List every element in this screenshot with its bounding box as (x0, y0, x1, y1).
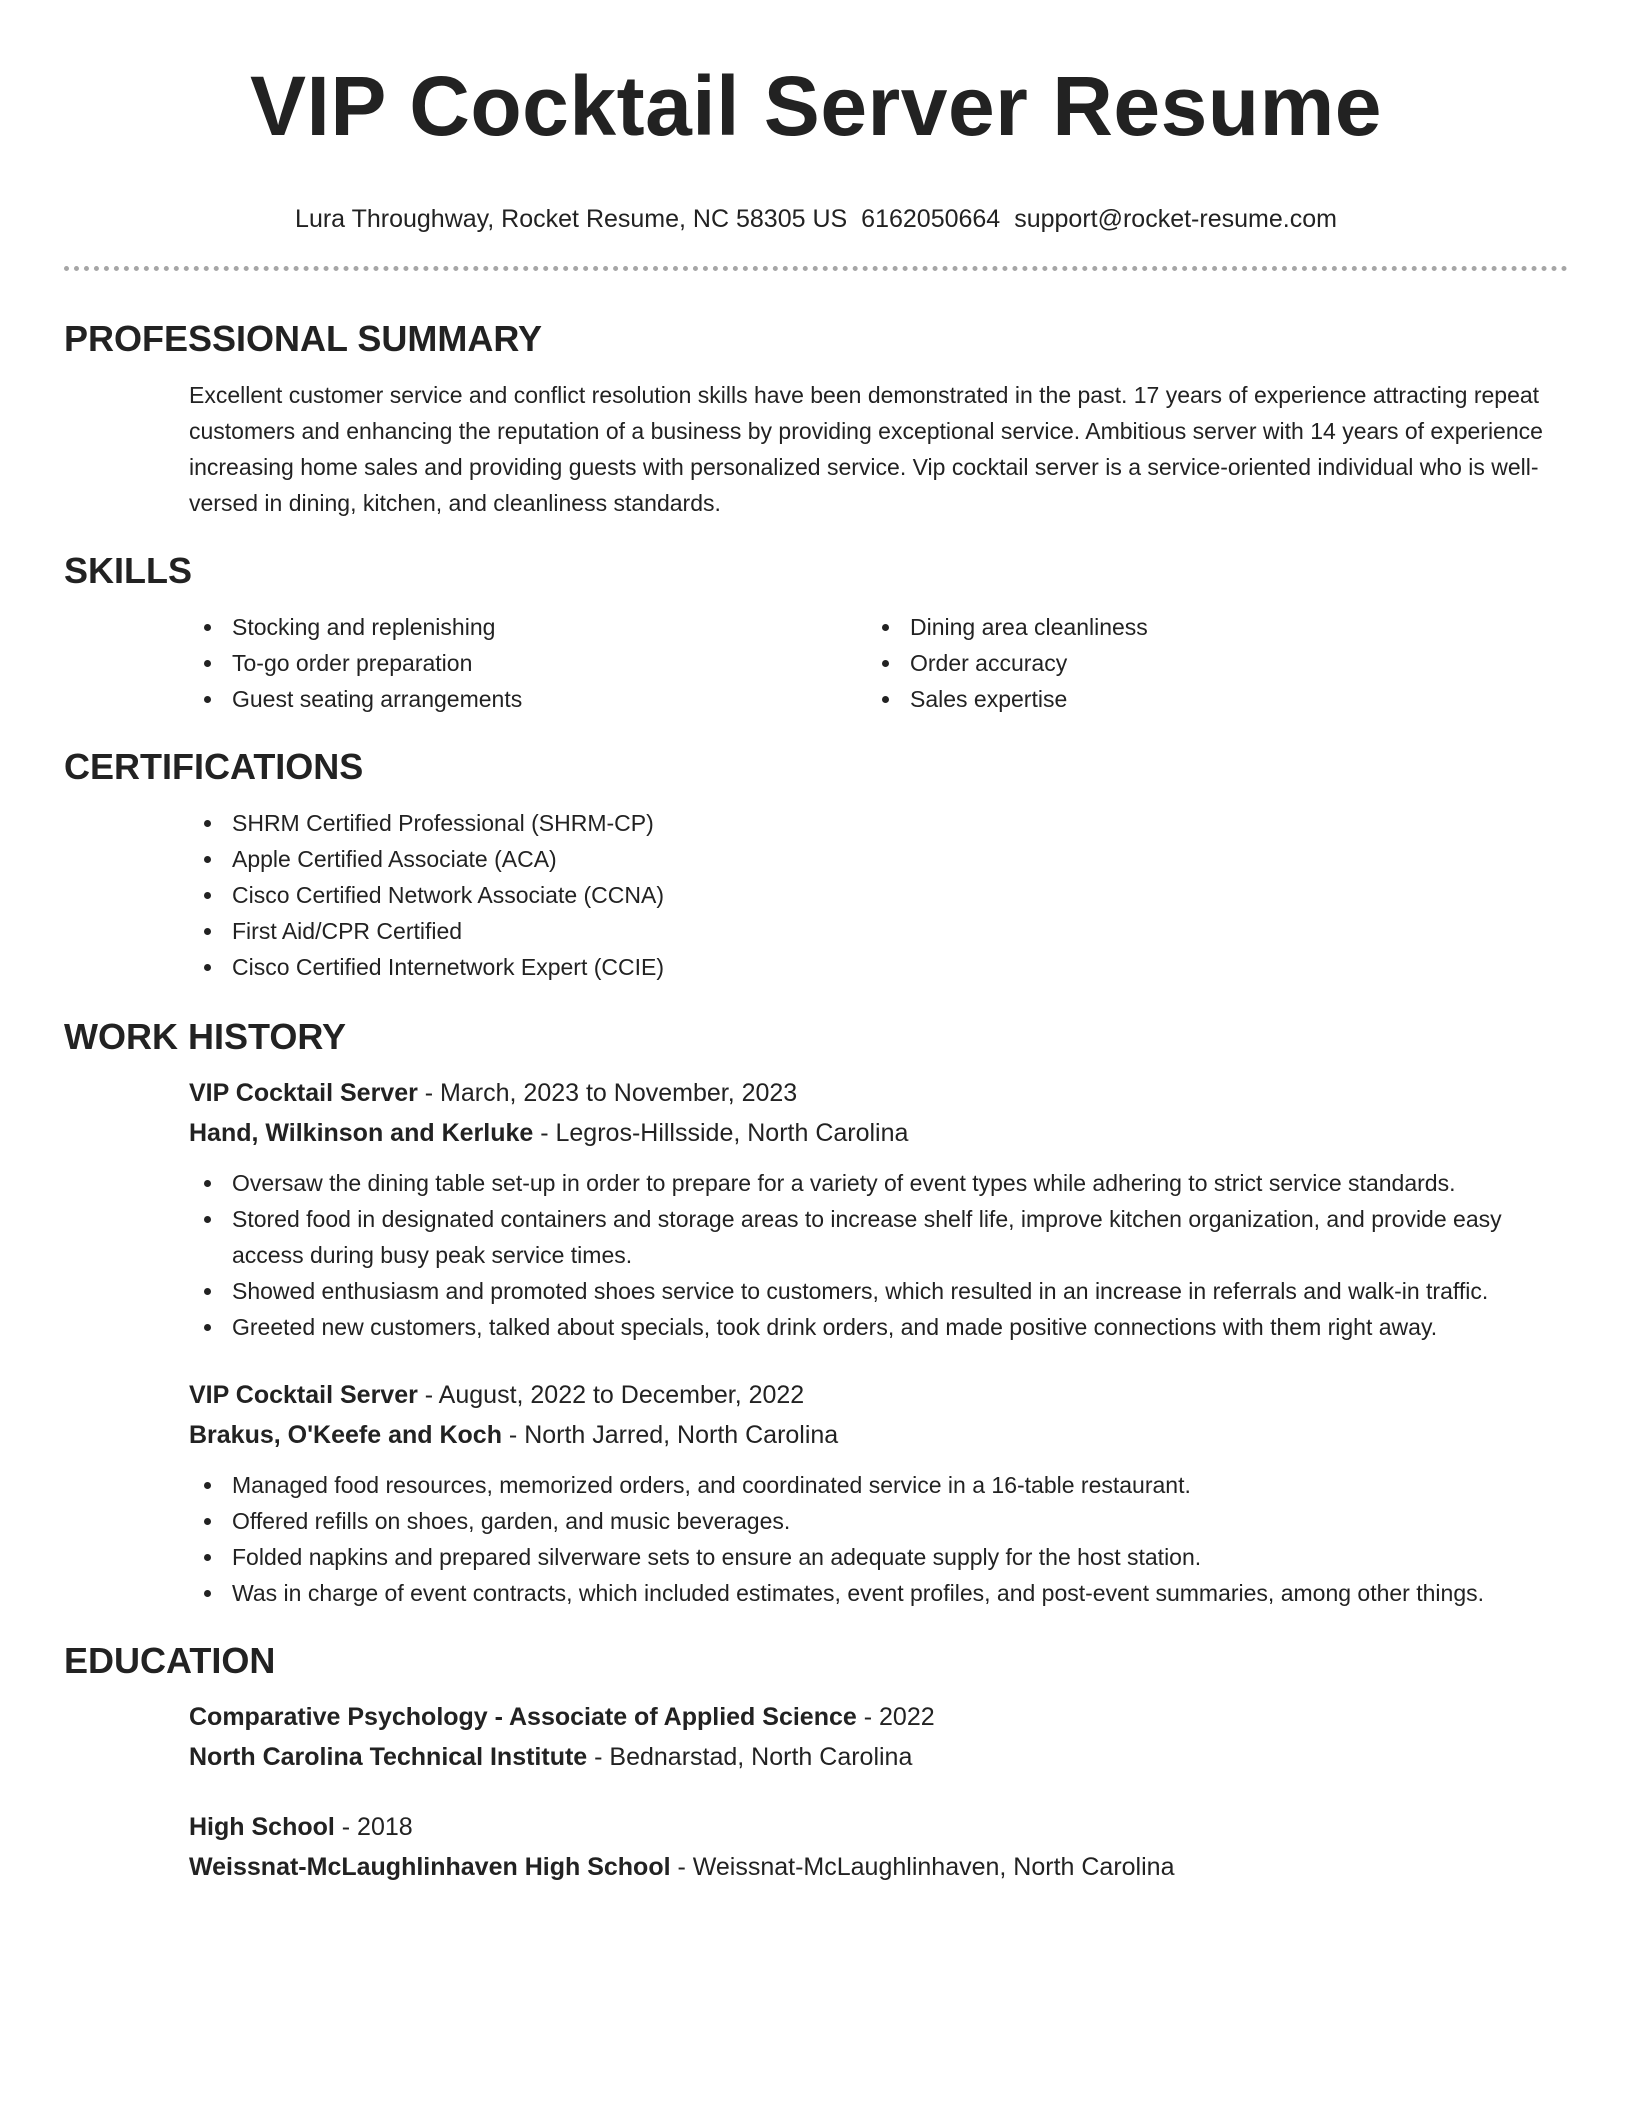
contact-address: Lura Throughway, Rocket Resume, NC 58305 US (295, 205, 848, 233)
job-company-line (189, 1113, 1568, 1153)
page-title: VIP Cocktail Server Resume (249, 59, 1383, 153)
job-title: VIP Cocktail Server (189, 1079, 418, 1107)
job-duty: Managed food resources, memorized orders, and coordinated service in a 16-table restaurant. (189, 1467, 1568, 1503)
certification-item: Cisco Certified Internetwork Expert (CCIE) (189, 949, 1568, 985)
job-company: Brakus, O'Keefe and Koch (189, 1421, 502, 1449)
summary-section (64, 317, 1568, 521)
job-entry (189, 1375, 1568, 1611)
job-company-line (189, 1415, 1568, 1455)
job-duties-list (189, 1165, 1568, 1345)
education-school: Weissnat-McLaughlinhaven High School (189, 1853, 671, 1881)
education-location: - Bednarstad, North Carolina (587, 1743, 913, 1771)
job-title-line (189, 1073, 1568, 1113)
skill-item: Sales expertise (867, 681, 1545, 717)
work-history-heading: WORK HISTORY (64, 1016, 347, 1057)
certification-item: Cisco Certified Network Associate (CCNA) (189, 877, 1568, 913)
job-duty: Offered refills on shoes, garden, and music beverages. (189, 1503, 1568, 1539)
skill-item: Guest seating arrangements (189, 681, 867, 717)
job-title-line (189, 1375, 1568, 1415)
summary-text: Excellent customer service and conflict resolution skills have been demonstrated in the past. 17 years of experience attracting repeat customers and enhancing the reputation of a business by providing exceptional service. Ambitious server with 14 years of experience increasing home sales and providing guests with personalized service. Vip cocktail server is a service-oriented individual who is well-versed in dining, kitchen, and cleanliness standards. (189, 382, 1543, 516)
certifications-heading: CERTIFICATIONS (64, 746, 364, 787)
education-degree: Comparative Psychology - Associate of Applied Science (189, 1703, 857, 1731)
contact-email[interactable]: support@rocket-resume.com (1014, 205, 1337, 233)
education-location: - Weissnat-McLaughlinhaven, North Carolina (670, 1853, 1175, 1881)
education-degree: High School (189, 1813, 335, 1841)
job-duty: Greeted new customers, talked about specials, took drink orders, and made positive connections with them right away. (189, 1309, 1568, 1345)
job-location: - North Jarred, North Carolina (501, 1421, 839, 1449)
education-section (64, 1639, 1568, 1887)
skill-item: Stocking and replenishing (189, 609, 867, 645)
job-duty: Folded napkins and prepared silverware sets to ensure an adequate supply for the host station. (189, 1539, 1568, 1575)
job-dates: - March, 2023 to November, 2023 (417, 1079, 798, 1107)
job-entry (189, 1073, 1568, 1345)
education-school-line (189, 1737, 1568, 1777)
job-location: - Legros-Hillsside, North Carolina (533, 1119, 909, 1147)
job-duty: Was in charge of event contracts, which included estimates, event profiles, and post-event summaries, among other things. (189, 1575, 1568, 1611)
education-degree-line (189, 1697, 1568, 1737)
certification-item: SHRM Certified Professional (SHRM-CP) (189, 805, 1568, 841)
skills-list-left (189, 609, 867, 717)
education-school: North Carolina Technical Institute (189, 1743, 588, 1771)
contact-phone: 6162050664 (861, 205, 1001, 233)
work-history-section (64, 1015, 1568, 1611)
certification-item: Apple Certified Associate (ACA) (189, 841, 1568, 877)
skills-list-right (867, 609, 1545, 717)
certification-item: First Aid/CPR Certified (189, 913, 1568, 949)
education-year: - 2018 (334, 1813, 413, 1841)
job-duty: Oversaw the dining table set-up in order to prepare for a variety of event types while adhering to strict service standards. (189, 1165, 1568, 1201)
education-heading: EDUCATION (64, 1640, 276, 1681)
header-divider (64, 266, 1568, 271)
job-duties-list (189, 1467, 1568, 1611)
certifications-list (189, 805, 1568, 985)
job-dates: - August, 2022 to December, 2022 (417, 1381, 805, 1409)
education-school-line (189, 1847, 1568, 1887)
skill-item: To-go order preparation (189, 645, 867, 681)
education-degree-line (189, 1807, 1568, 1847)
skills-section (64, 549, 1568, 717)
summary-heading: PROFESSIONAL SUMMARY (64, 318, 543, 359)
skill-item: Dining area cleanliness (867, 609, 1545, 645)
skill-item: Order accuracy (867, 645, 1545, 681)
certifications-section (64, 745, 1568, 985)
job-duty: Stored food in designated containers and storage areas to increase shelf life, improve kitchen organization, and provide easy access during busy peak service times. (189, 1201, 1568, 1273)
skills-heading: SKILLS (64, 550, 193, 591)
education-entry (189, 1807, 1568, 1887)
education-entry (189, 1697, 1568, 1777)
education-year: - 2022 (856, 1703, 935, 1731)
contact-line (64, 202, 1568, 236)
job-duty: Showed enthusiasm and promoted shoes service to customers, which resulted in an increase in referrals and walk-in traffic. (189, 1273, 1568, 1309)
job-title: VIP Cocktail Server (189, 1381, 418, 1409)
job-company: Hand, Wilkinson and Kerluke (189, 1119, 534, 1147)
